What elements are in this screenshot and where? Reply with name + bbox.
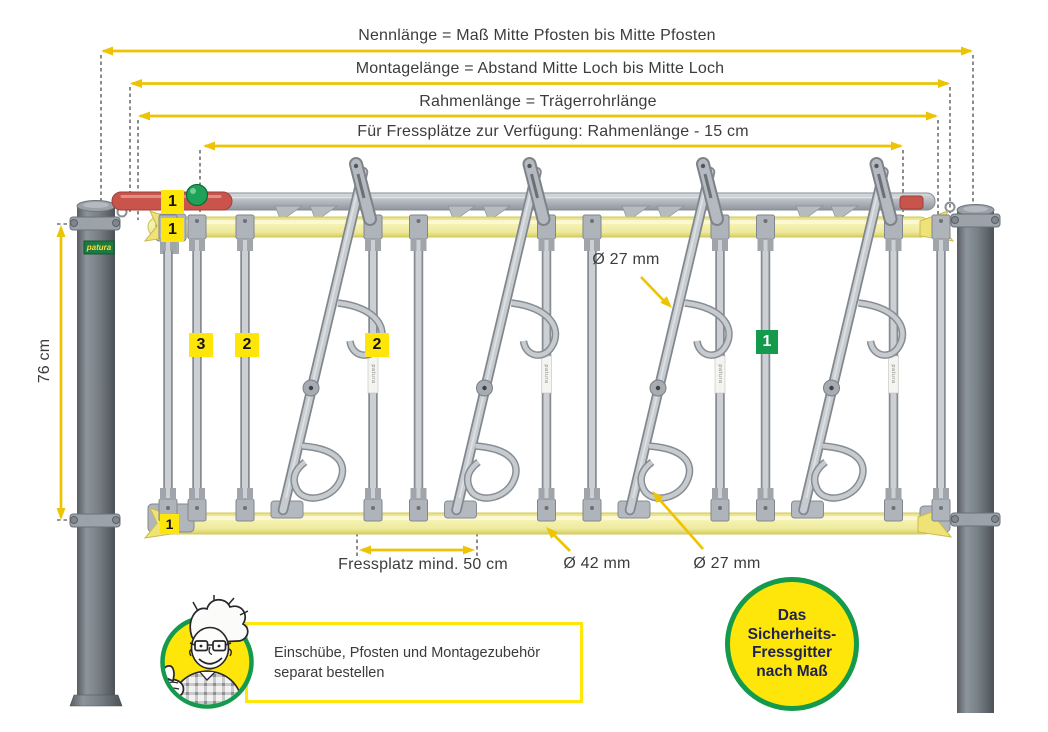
dimension-arrow-post-height [57,225,66,520]
part-badge-1c: 1 [160,514,179,534]
dimension-label-montagelaenge: Montagelänge = Abstand Mitte Loch bis Mitte Loch [355,60,725,77]
dimension-arrow-montagelaenge [130,79,950,88]
order-note-text: Einschübe, Pfosten und Montagezubehör separat bestellen [274,644,541,681]
tube-dia27-bottom-label: Ø 27 mm [693,555,761,572]
feed-space-label: Fressplatz mind. 50 cm [338,556,508,573]
seal-line-1: Das [777,607,807,624]
part-badge-1a: 1 [161,190,184,214]
pointer-arrow-dia27-top [641,277,672,308]
post-height-label: 76 cm [36,338,53,384]
dimension-label-rahmenlaenge: Rahmenlänge = Trägerrohrlänge [419,93,657,110]
right-post [946,203,1001,714]
dimension-arrow-nennlaenge [101,47,973,56]
tube-sticker-text-1: patura [370,364,376,384]
tube-dia27-top-label: Ø 27 mm [592,251,660,268]
seal-line-2: Sicherheits- [747,625,837,643]
seal-line-3: Fressgitter [751,644,833,661]
release-handle-right [900,196,923,209]
part-badge-2a: 2 [235,333,259,357]
safety-seal [725,577,859,711]
dimension-arrow-rahmenlaenge [138,112,938,121]
mascot-drawing [150,593,264,713]
mascot-figure [150,593,264,713]
part-badge-3: 3 [189,333,213,357]
part-badge-1-green: 1 [756,330,778,354]
dimension-arrow-fressplaetze [203,142,903,151]
left-post [70,201,127,707]
tube-sticker-text-2: patura [543,364,549,384]
seal-line-4: nach Maß [756,662,828,680]
locking-knob [187,185,208,206]
tube-dia42-label: Ø 42 mm [563,555,631,572]
tube-sticker-text-3: patura [717,364,723,384]
dimension-label-fressplaetze: Für Fressplätze zur Verfügung: Rahmenlänge - 15 cm [357,123,749,140]
dimension-label-nennlaenge: Nennlänge = Maß Mitte Pfosten bis Mitte Pfosten [358,27,716,44]
order-note-callout [245,622,583,703]
patura-post-badge-text: patura [86,243,112,252]
dimension-arrow-feed-space [359,546,475,555]
tube-sticker-text-4: patura [890,364,896,384]
part-badge-2b: 2 [365,333,389,357]
part-badge-1b: 1 [161,218,184,242]
